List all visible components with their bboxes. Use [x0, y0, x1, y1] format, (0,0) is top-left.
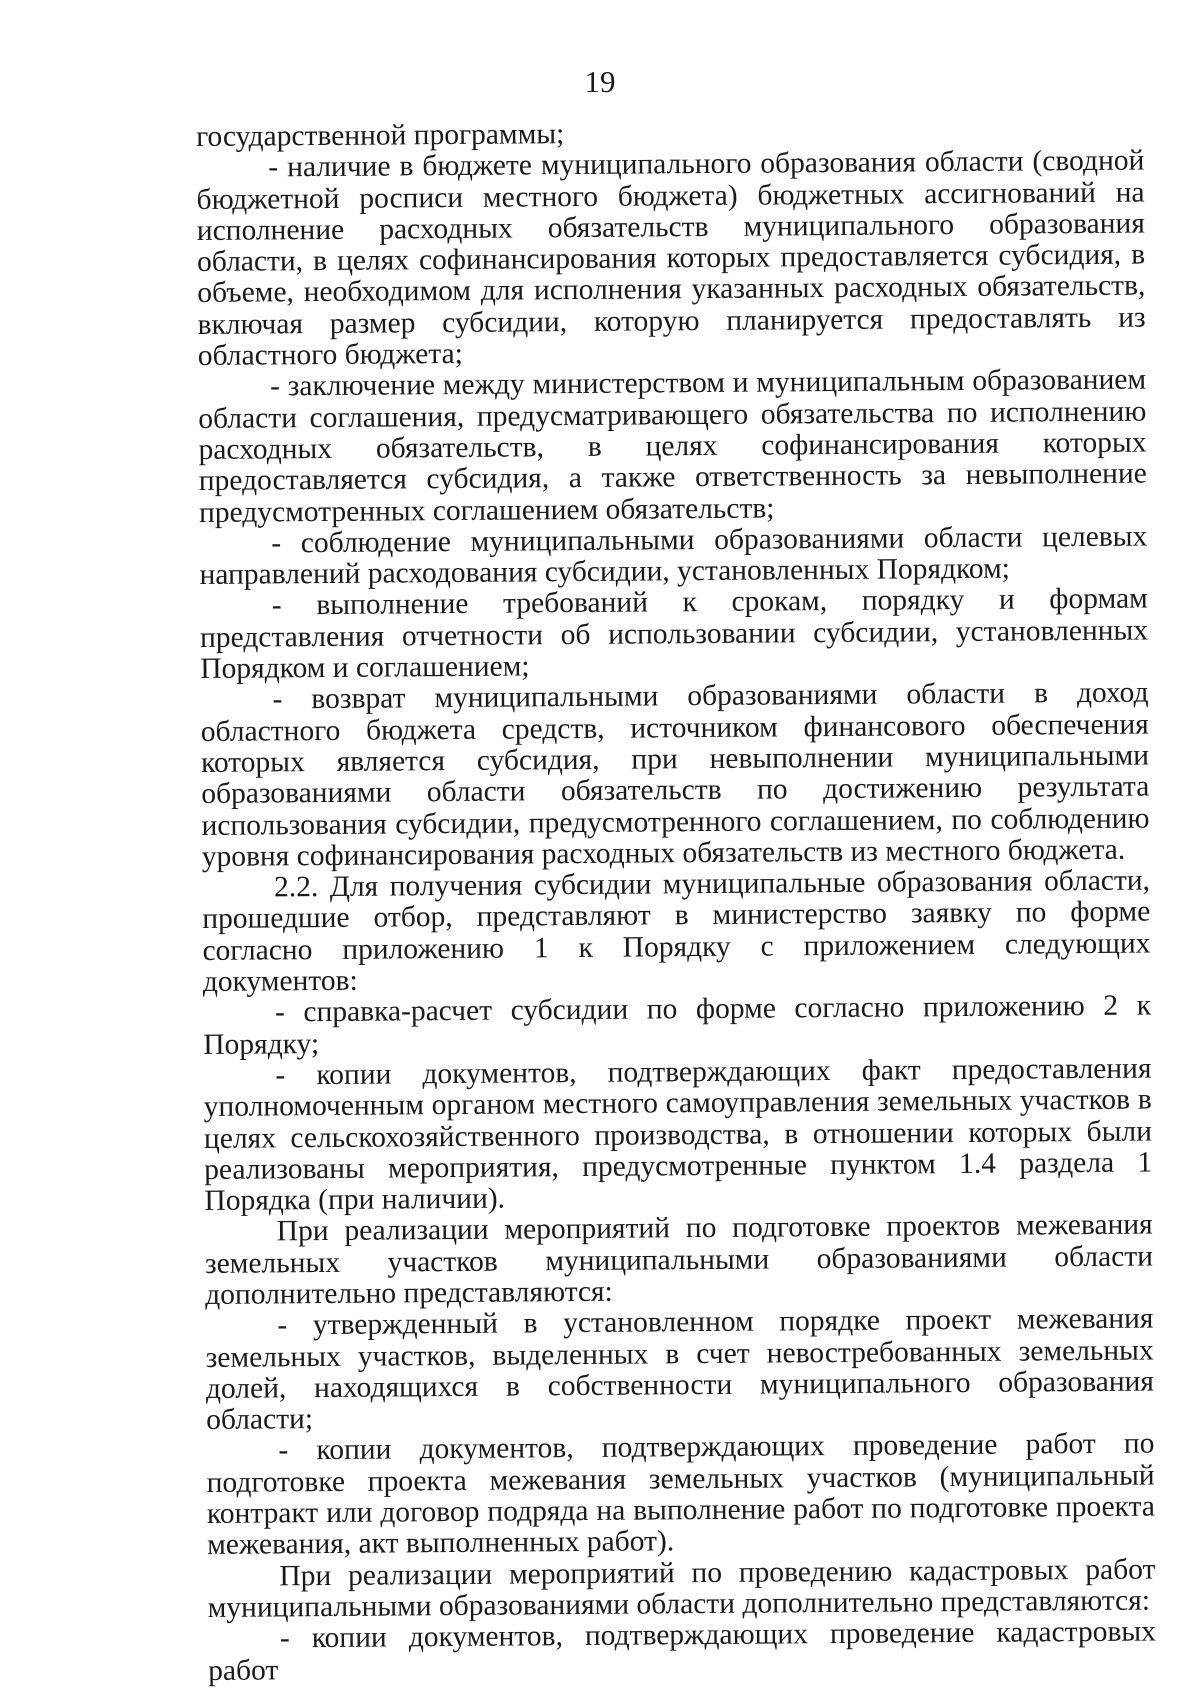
paragraph: - копии документов, подтверждающих проведение кадастровых работ	[208, 1615, 1157, 1687]
document-body	[196, 115, 1156, 1687]
paragraph: - выполнение требований к срокам, порядку и формам представления отчетности об использовании субсидии, установленных Порядком и соглашением;	[199, 582, 1149, 686]
paragraph: - заключение между министерством и муниципальным образованием области соглашения, предусматривающего обязательства по исполнению расходных обязательств, в целях софинансирования которых предоставляется субсидия, а также ответственность за невыполнение предусмотренных соглашением обязательств;	[198, 363, 1147, 529]
paragraph: - копии документов, подтверждающих проведение работ по подготовке проекта межевания земельных участков (муниципальный контракт или договор подряда на выполнение работ по подготовке проекта межевания, акт выполненных работ).	[206, 1427, 1156, 1562]
paragraph: - копии документов, подтверждающих факт предоставления уполномоченным органом местного самоуправления земельных участков в целях сельскохозяйственного производства, в отношении которых были реализованы мероприятия, предусмотренные пунктом 1.4 раздела 1 Порядка (при наличии).	[203, 1052, 1153, 1218]
paragraph: - соблюдение муниципальными образованиями области целевых направлений расходования субсидии, установленных Порядком;	[199, 520, 1148, 592]
paragraph: При реализации мероприятий по подготовке проектов межевания земельных участков муниципальными образованиями области дополнительно представляются:	[204, 1208, 1154, 1311]
paragraph: государственной программы;	[195, 118, 565, 153]
paragraph: При реализации мероприятий по проведению кадастровых работ муниципальными образованиями области дополнительно представляются:	[207, 1553, 1156, 1624]
paragraph: - возврат муниципальными образованиями области в доход областного бюджета средств, источником финансового обеспечения которых является субсидия, при невыполнении муниципальными образованиями области обязательств по достижению результата использования субсидии, предусмотренного соглашением, по соблюдению уровня софинансирования расходных обязательств из местного бюджета.	[200, 676, 1150, 873]
page-number: 19	[584, 64, 616, 99]
paragraph: - утвержденный в установленном порядке проект межевания земельных участков, выделенных в счет невостребованных земельных долей, находящихся в собственности муниципального образования области;	[205, 1302, 1155, 1437]
paragraph: - справка-расчет субсидии по форме согласно приложению 2 к Порядку;	[203, 989, 1152, 1061]
paragraph: - наличие в бюджете муниципального образования области (сводной бюджетной росписи местного бюджета) бюджетных ассигнований на исполнение расходных обязательств муниципального образования области, в целях софинансирования которых предоставляется субсидия, в объеме, необходимом для исполнения указанных расходных обязательств, включая размер субсидии, которую планируется предоставлять из областного бюджета;	[196, 144, 1146, 373]
paragraph: 2.2. Для получения субсидии муниципальные образования области, прошедшие отбор, представляют в министерство заявку по форме согласно приложению 1 к Порядку с приложением следующих документов:	[202, 864, 1151, 998]
